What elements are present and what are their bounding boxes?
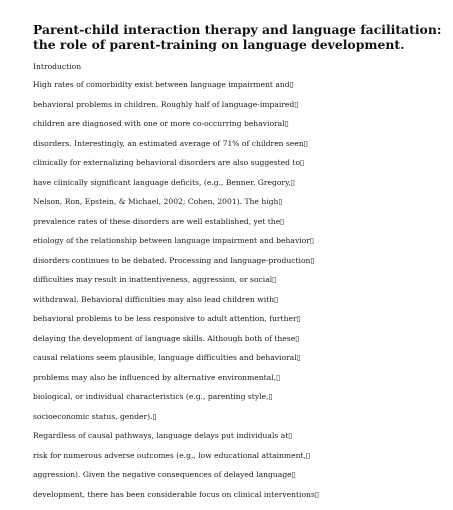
body-line: biological, or individual characteristics (e.g., parenting style,▯: [33, 393, 433, 413]
body-line: withdrawal. Behavioral difficulties may also lead children with▯: [33, 296, 433, 316]
body-line: causal relations seem plausible, language difficulties and behavioral▯: [33, 354, 433, 374]
body-line: prevalence rates of these disorders are well established, yet the▯: [33, 218, 433, 238]
body-line: clinically for externalizing behavioral disorders are also suggested to▯: [33, 159, 433, 179]
body-line: behavioral problems in children. Roughly half of language-impaired▯: [33, 101, 433, 121]
body-line: High rates of comorbidity exist between language impairment and▯: [33, 81, 433, 101]
body-line: children are diagnosed with one or more co-occurring behavioral▯: [33, 120, 433, 140]
section-heading-introduction: Introduction: [33, 62, 81, 72]
body-line: problems may also be influenced by alternative environmental,▯: [33, 374, 433, 394]
title-line: Parent-child interaction therapy and language facilitation:: [33, 22, 443, 37]
body-line: etiology of the relationship between language impairment and behavior▯: [33, 237, 433, 257]
body-line: disorders. Interestingly, an estimated average of 71% of children seen▯: [33, 140, 433, 160]
body-line: have clinically significant language deficits, (e.g., Benner, Gregory,▯: [33, 179, 433, 199]
body-line: socioeconomic status, gender).▯: [33, 413, 433, 433]
document-title: [33, 22, 443, 52]
body-line: development, there has been considerable focus on clinical interventions▯: [33, 491, 433, 510]
body-line: delaying the development of language skills. Although both of these▯: [33, 335, 433, 355]
body-line: Nelson, Ron, Epstein, & Michael, 2002; Cohen, 2001). The high▯: [33, 198, 433, 218]
body-line: aggression). Given the negative consequences of delayed language▯: [33, 471, 433, 491]
title-line: the role of parent-training on language development.: [33, 37, 443, 52]
body-line: disorders continues to be debated. Processing and language-production▯: [33, 257, 433, 277]
body-line: behavioral problems to be less responsive to adult attention, further▯: [33, 315, 433, 335]
body-line: Regardless of causal pathways, language delays put individuals at▯: [33, 432, 433, 452]
body-line: risk for numerous adverse outcomes (e.g., low educational attainment,▯: [33, 452, 433, 472]
body-line: difficulties may result in inattentiveness, aggression, or social▯: [33, 276, 433, 296]
body-text: [33, 81, 433, 510]
